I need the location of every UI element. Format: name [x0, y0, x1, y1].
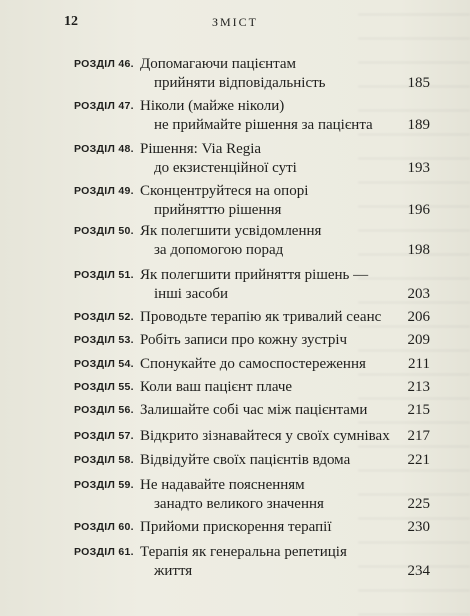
chapter-title [140, 222, 395, 260]
chapter-page: 196 [407, 202, 430, 218]
chapter-title [140, 97, 395, 135]
chapter-page: 215 [407, 402, 430, 418]
chapter-page: 213 [407, 379, 430, 395]
chapter-label: РОЗДІЛ 60. [74, 521, 134, 533]
chapter-title-line: Як полегшити усвідомлення [140, 223, 322, 239]
chapter-title-line: Ніколи (майже ніколи) [140, 98, 285, 114]
chapter-label: РОЗДІЛ 58. [74, 454, 134, 466]
chapter-title-line: Сконцентруйтеся на опорі [140, 183, 309, 199]
chapter-title-line: до екзистенційної суті [154, 160, 297, 176]
chapter-title [140, 308, 395, 327]
chapter-title-line: Проводьте терапію як тривалий сеанс [140, 309, 382, 325]
chapter-title [140, 378, 395, 397]
chapter-label: РОЗДІЛ 54. [74, 358, 134, 370]
chapter-title [140, 140, 395, 178]
chapter-title-line: Прийоми прискорення терапії [140, 519, 332, 535]
chapter-title [140, 55, 395, 93]
chapter-label: РОЗДІЛ 56. [74, 404, 134, 416]
chapter-label: РОЗДІЛ 46. [74, 58, 134, 70]
chapter-label: РОЗДІЛ 51. [74, 269, 134, 281]
chapter-title [140, 451, 395, 470]
chapter-page: 209 [407, 332, 430, 348]
chapter-label: РОЗДІЛ 55. [74, 381, 134, 393]
chapter-title-line: за допомогою порад [154, 242, 284, 258]
running-head: ЗМІСТ [211, 15, 258, 29]
chapter-title-line: Як полегшити прийняття рішень — [140, 267, 369, 283]
chapter-title [140, 427, 395, 446]
chapter-title-line: життя [154, 563, 193, 579]
chapter-title [140, 543, 395, 581]
chapter-page: 189 [407, 117, 430, 133]
chapter-title [140, 401, 395, 420]
chapter-page: 211 [408, 356, 430, 372]
chapter-page: 193 [407, 160, 430, 176]
chapter-title [140, 355, 395, 374]
chapter-label: РОЗДІЛ 52. [74, 311, 134, 323]
chapter-label: РОЗДІЛ 61. [74, 546, 134, 558]
chapter-page: 206 [407, 309, 430, 325]
chapter-title-line: Терапія як генеральна репетиція [140, 544, 347, 560]
chapter-page: 185 [407, 75, 430, 91]
chapter-title-line: не приймайте рішення за пацієнта [154, 117, 373, 133]
chapter-page: 217 [407, 428, 430, 444]
chapter-title-line: занадто великого значення [154, 496, 324, 512]
chapter-title-line: Відвідуйте своїх пацієнтів вдома [140, 452, 351, 468]
chapter-title [140, 518, 395, 537]
chapter-title-line: Спонукайте до самоспостереження [140, 356, 366, 372]
chapter-title-line: Рішення: Via Regia [140, 141, 262, 157]
chapter-title [140, 476, 395, 514]
chapter-title-line: Допомагаючи пацієнтам [140, 56, 297, 72]
chapter-page: 230 [407, 519, 430, 535]
chapter-title-line: Відкрито зізнавайтеся у своїх сумнівах [140, 428, 390, 444]
chapter-title-line: Робіть записи про кожну зустріч [140, 332, 348, 348]
chapter-title [140, 331, 395, 350]
chapter-page: 234 [407, 563, 430, 579]
page-header [0, 14, 470, 34]
chapter-page: 225 [407, 496, 430, 512]
chapter-page: 221 [407, 452, 430, 468]
chapter-label: РОЗДІЛ 48. [74, 143, 134, 155]
chapter-title-line: прийняти відповідальність [154, 75, 326, 91]
chapter-label: РОЗДІЛ 53. [74, 334, 134, 346]
chapter-label: РОЗДІЛ 50. [74, 225, 134, 237]
chapter-title-line: інші засоби [154, 286, 229, 302]
chapter-label: РОЗДІЛ 57. [74, 430, 134, 442]
chapter-label: РОЗДІЛ 47. [74, 100, 134, 112]
chapter-page: 198 [407, 242, 430, 258]
chapter-title-line: Не надавайте поясненням [140, 477, 305, 493]
chapter-title-line: прийняттю рішення [154, 202, 282, 218]
page-number: 12 [64, 14, 78, 29]
chapter-title-line: Залишайте собі час між пацієнтами [140, 402, 368, 418]
chapter-title [140, 182, 395, 220]
chapter-page: 203 [407, 286, 430, 302]
chapter-label: РОЗДІЛ 59. [74, 479, 134, 491]
chapter-label: РОЗДІЛ 49. [74, 185, 134, 197]
chapter-title [140, 266, 395, 304]
chapter-title-line: Коли ваш пацієнт плаче [140, 379, 293, 395]
